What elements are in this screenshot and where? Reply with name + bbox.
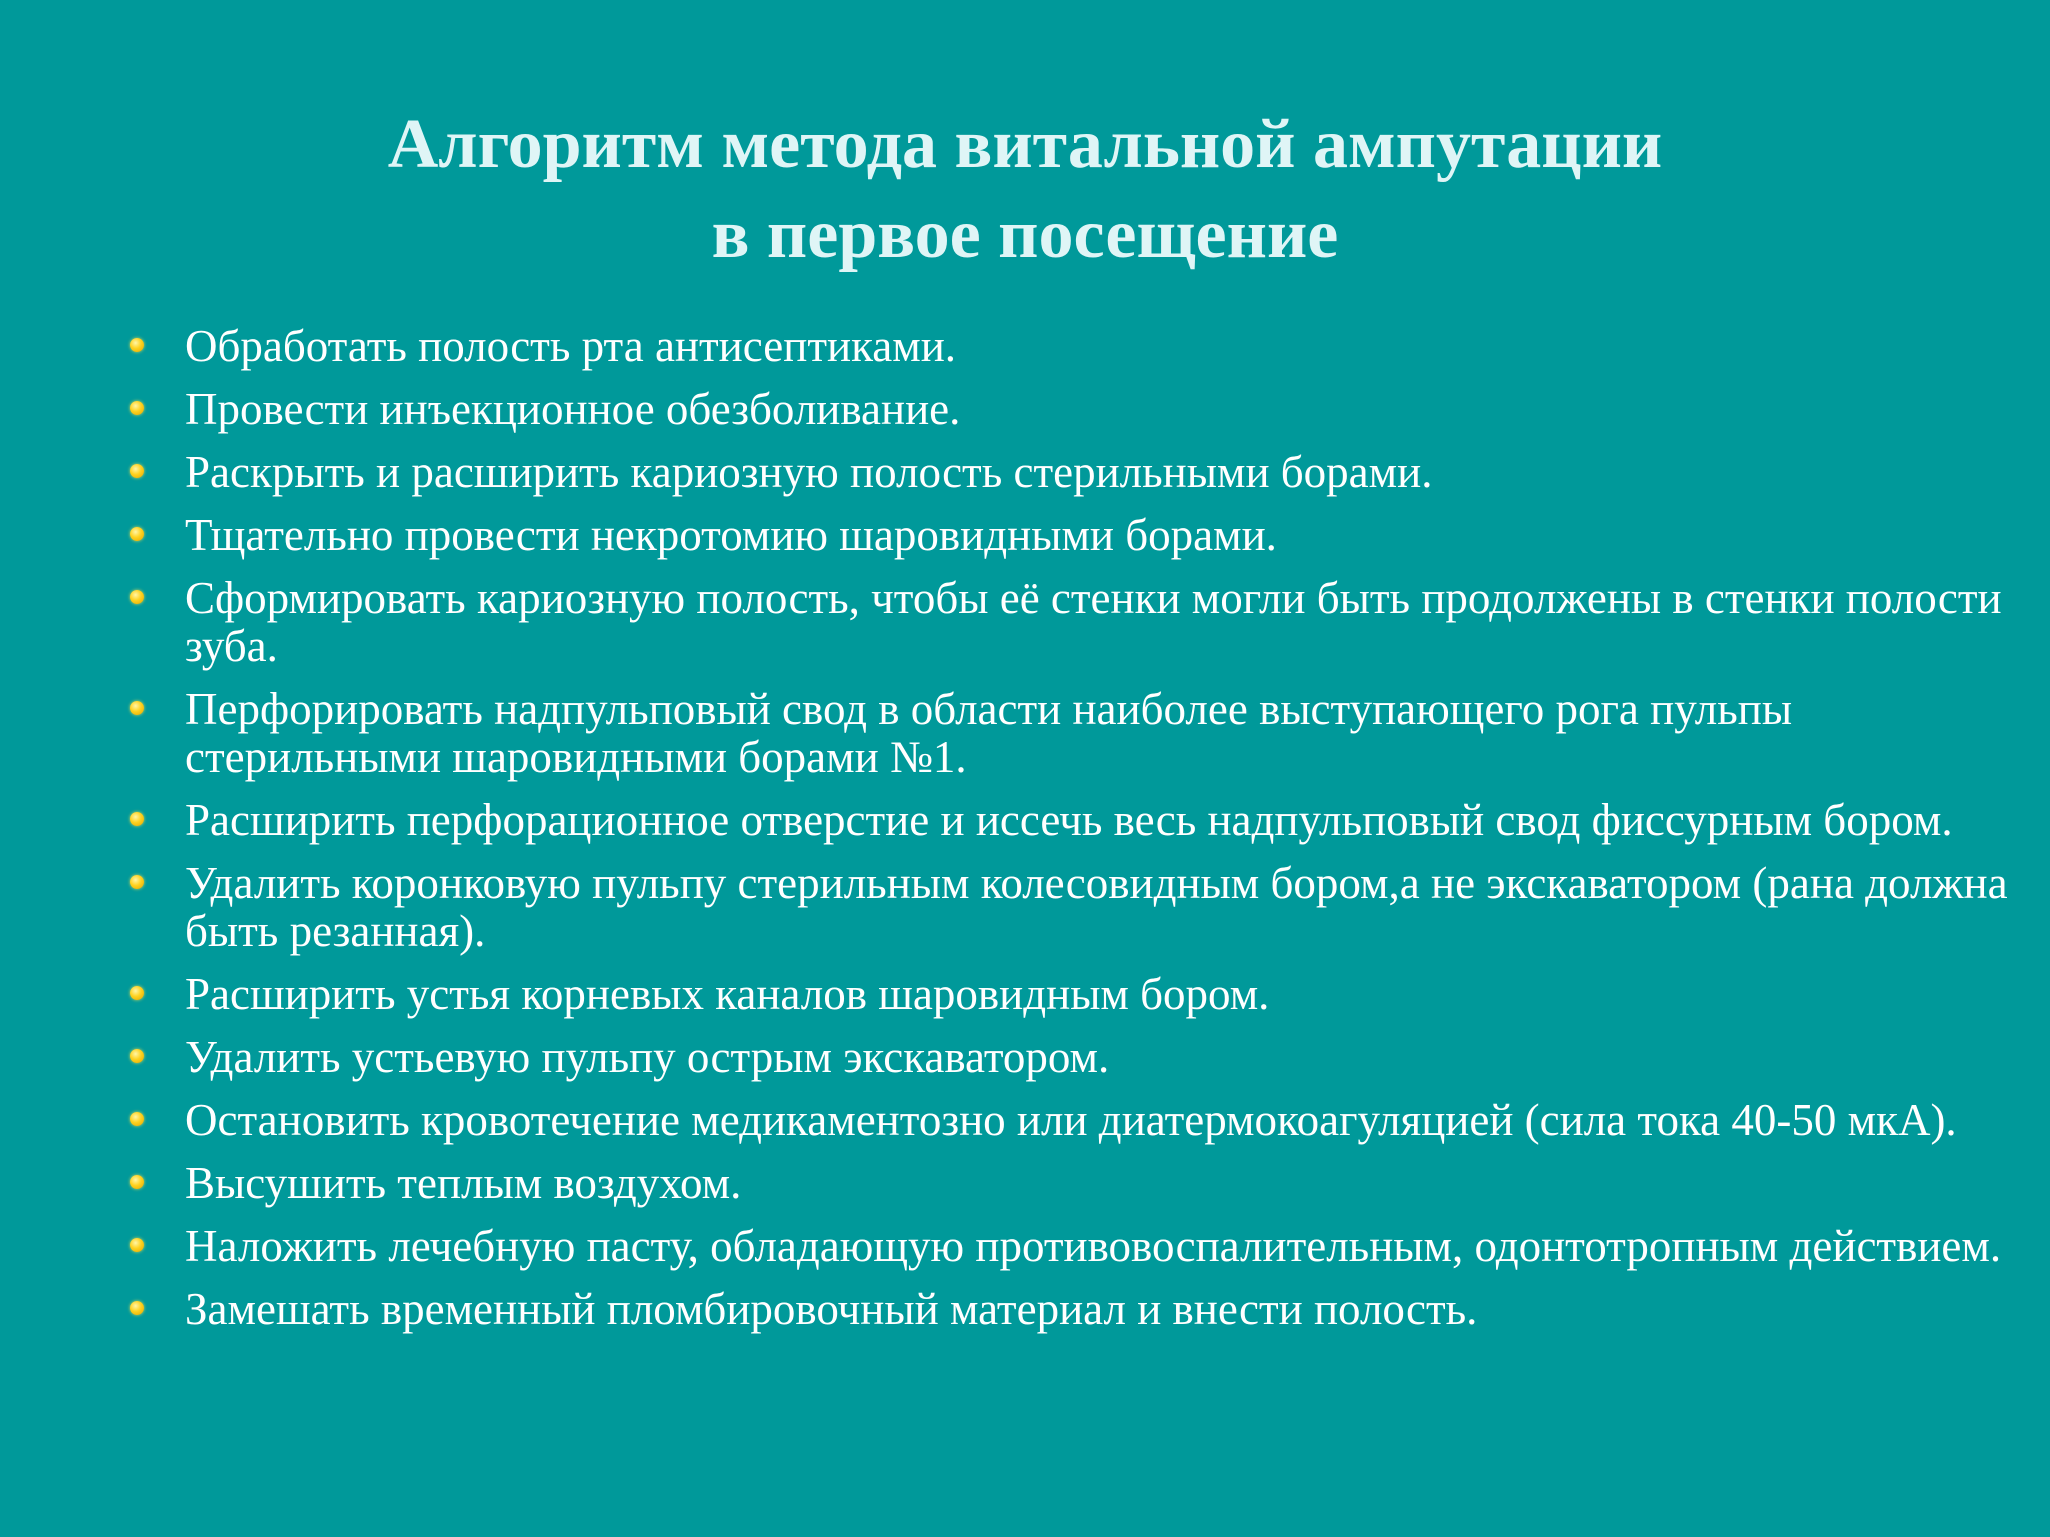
list-item-text: Обработать полость рта антисептиками. (185, 321, 957, 371)
list-item-text: Расширить перфорационное отверстие и иссечь весь надпульповый свод фиссурным бором. (185, 795, 1953, 845)
list-item (130, 1096, 2025, 1144)
list-item-text: Тщательно провести некротомию шаровидными борами. (185, 510, 1277, 560)
list-item (130, 1285, 2025, 1333)
list-item-text: Остановить кровотечение медикаментозно или диатермокоагуляцией (сила тока 40-50 мкА). (185, 1095, 1957, 1145)
bullet-dot-icon (130, 812, 144, 826)
slide-title-line-2: в первое посещение (711, 196, 1339, 273)
list-item (130, 859, 2025, 955)
list-item-text: Раскрыть и расширить кариозную полость стерильными борами. (185, 447, 1433, 497)
list-item-text: Расширить устья корневых каналов шаровидным бором. (185, 969, 1270, 1019)
list-item (130, 685, 2025, 781)
list-item (130, 970, 2025, 1018)
bullet-dot-icon (130, 1238, 144, 1252)
bullet-dot-icon (130, 590, 144, 604)
list-item (130, 1159, 2025, 1207)
bullet-dot-icon (130, 1049, 144, 1063)
bullet-dot-icon (130, 1301, 144, 1315)
list-item (130, 322, 2025, 370)
bullet-dot-icon (130, 464, 144, 478)
bullet-dot-icon (130, 401, 144, 415)
list-item (130, 574, 2025, 670)
bullet-dot-icon (130, 701, 144, 715)
list-item (130, 385, 2025, 433)
list-item-text: Сформировать кариозную полость, чтобы её стенки могли быть продолжены в стенки полости зуба. (185, 573, 2002, 671)
list-item-text: Удалить коронковую пульпу стерильным колесовидным бором,а не экскаватором (рана должна быть резанная). (185, 858, 2008, 956)
bullet-dot-icon (130, 1175, 144, 1189)
list-item (130, 1033, 2025, 1081)
list-item-text: Наложить лечебную пасту, обладающую противовоспалительным, одонтотропным действием. (185, 1221, 2002, 1271)
slide-title (0, 100, 2050, 280)
bullet-dot-icon (130, 1112, 144, 1126)
list-item-text: Высушить теплым воздухом. (185, 1158, 742, 1208)
list-item-text: Замешать временный пломбировочный материал и внести полость. (185, 1284, 1478, 1334)
list-item (130, 511, 2025, 559)
bullet-dot-icon (130, 986, 144, 1000)
list-item (130, 796, 2025, 844)
list-item (130, 1222, 2025, 1270)
list-item (130, 448, 2025, 496)
bullet-dot-icon (130, 338, 144, 352)
list-item-text: Перфорировать надпульповый свод в области наиболее выступающего рога пульпы стерильными шаровидными борами №1. (185, 684, 1793, 782)
bullet-dot-icon (130, 875, 144, 889)
step-list (130, 322, 2010, 1348)
bullet-dot-icon (130, 527, 144, 541)
list-item-text: Провести инъекционное обезболивание. (185, 384, 961, 434)
slide-title-line-1: Алгоритм метода витальной ампутации (387, 106, 1663, 183)
list-item-text: Удалить устьевую пульпу острым экскаватором. (185, 1032, 1110, 1082)
